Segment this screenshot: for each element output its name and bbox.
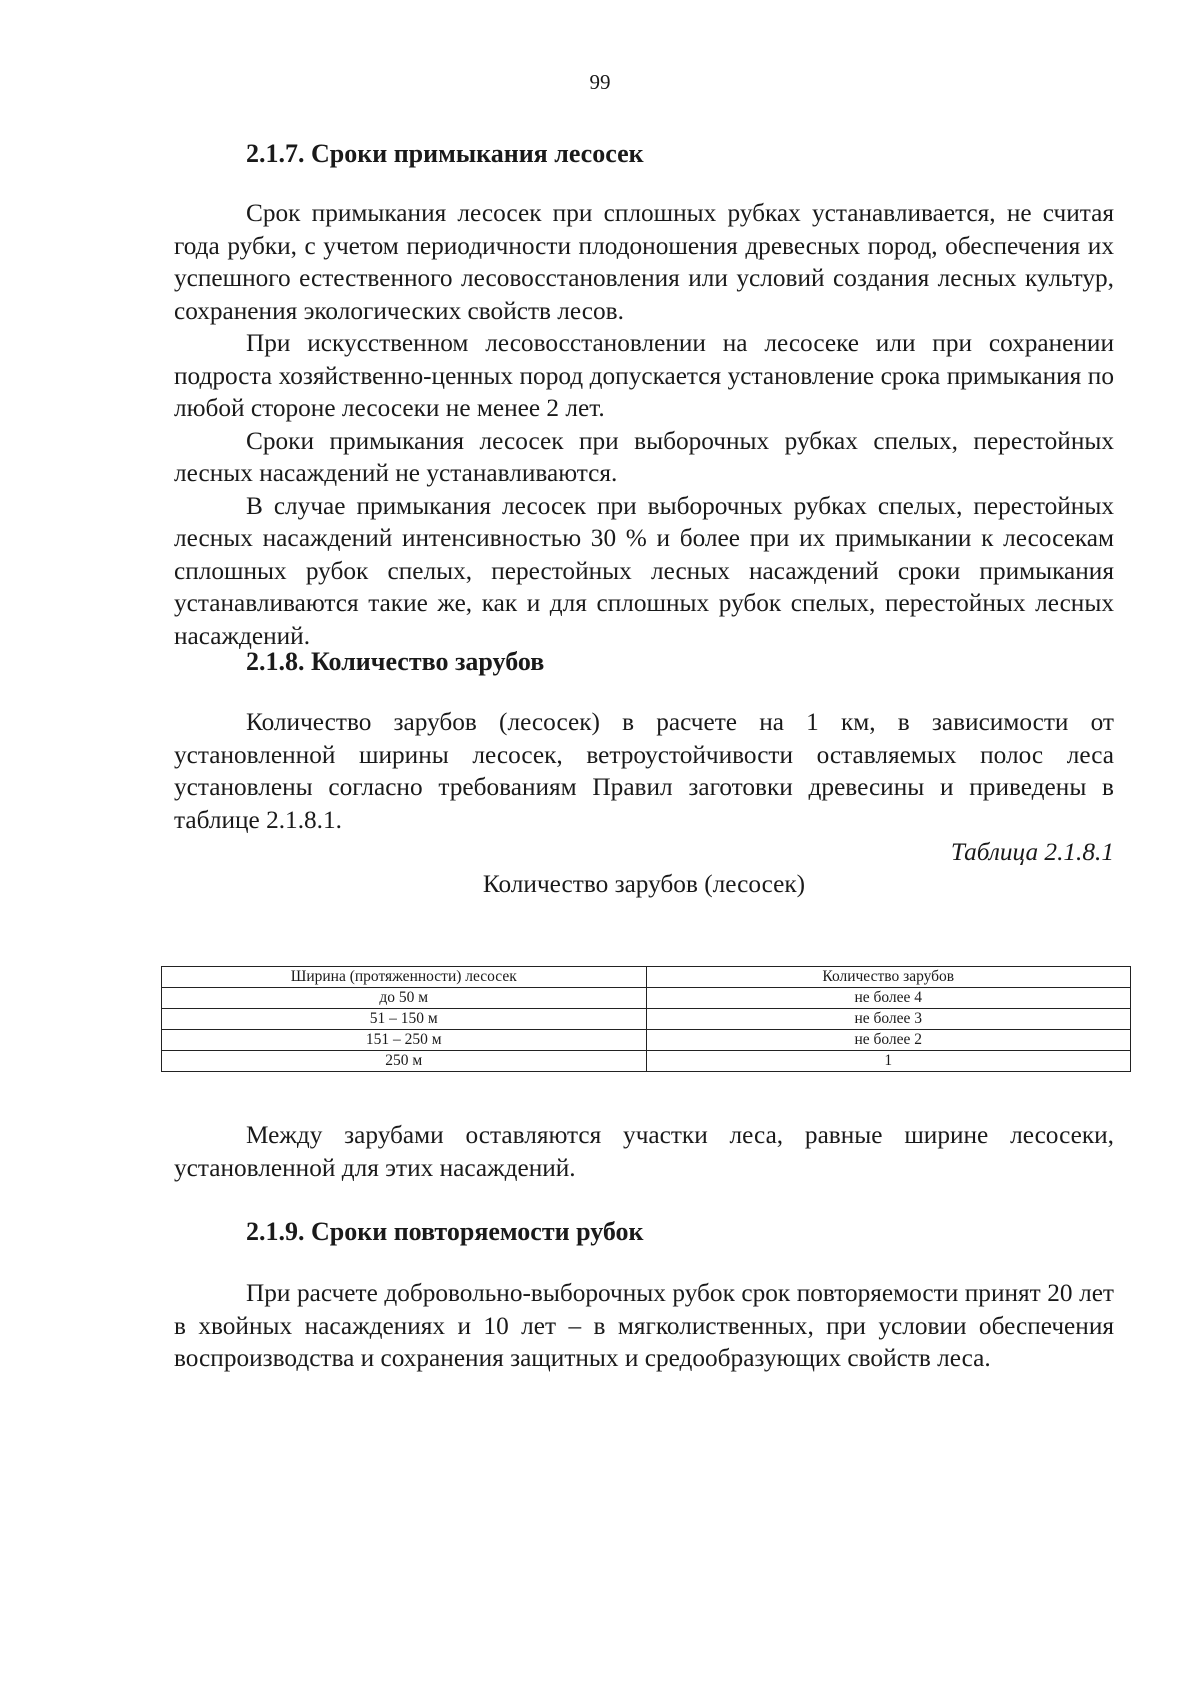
paragraph: При искусственном лесовосстановлении на лесосеке или при сохранении подроста хозяйственно-ценных пород допускается установление срока примыкания по любой стороне лесосеки не менее 2 лет. (174, 329, 1114, 422)
table-title: Количество зарубов (лесосек) (482, 870, 806, 898)
paragraph: При расчете добровольно-выборочных рубок срок повторяемости принят 20 лет в хвойных насаждениях и 10 лет – в мягколиственных, при условии обеспечения воспроизводства и сохранения защитных и средообразующих свойств леса. (174, 1279, 1114, 1372)
section-2-1-8-body (174, 706, 1114, 900)
table-header-cell: Количество зарубов (646, 967, 1131, 988)
section-2-1-7-body (174, 197, 1114, 652)
table-header-cell: Ширина (протяженности) лесосек (162, 967, 647, 988)
after-table-text (174, 1119, 1114, 1184)
table-cell: не более 2 (646, 1030, 1131, 1051)
page-number: 99 (589, 70, 611, 94)
section-heading: 2.1.8. Количество зарубов (246, 647, 545, 676)
table-row (162, 988, 1131, 1009)
section-2-1-9-body (174, 1277, 1114, 1375)
table-row (162, 1051, 1131, 1072)
section-heading: 2.1.7. Сроки примыкания лесосек (246, 139, 644, 168)
paragraph: Между зарубами оставляются участки леса, равные ширине лесосеки, установленной для этих насаждений. (174, 1121, 1114, 1182)
table-caption: Таблица 2.1.8.1 (950, 838, 1114, 866)
table-row (162, 1009, 1131, 1030)
table-cell: не более 3 (646, 1009, 1131, 1030)
table-cell: 51 – 150 м (162, 1009, 647, 1030)
section-heading: 2.1.9. Сроки повторяемости рубок (246, 1217, 644, 1246)
paragraph: Срок примыкания лесосек при сплошных рубках устанавливается, не считая года рубки, с учетом периодичности плодоношения древесных пород, обеспечения их успешного естественного лесовосстановления или условий создания лесных культур, сохранения экологических свойств лесов. (174, 199, 1114, 325)
paragraph: Сроки примыкания лесосек при выборочных рубках спелых, перестойных лесных насаждений не устанавливаются. (174, 426, 1114, 487)
table-cell: 250 м (162, 1051, 647, 1072)
section-2-1-8 (174, 646, 1114, 678)
table-cell: 151 – 250 м (162, 1030, 647, 1051)
cuts-table (161, 966, 1131, 1072)
paragraph: Количество зарубов (лесосек) в расчете на 1 км, в зависимости от установленной ширины лесосек, ветроустойчивости оставляемых полос леса установлены согласно требованиям Правил заготовки древесины и приведены в таблице 2.1.8.1. (174, 708, 1114, 834)
table-cell: до 50 м (162, 988, 647, 1009)
section-2-1-9 (174, 1216, 1114, 1248)
table-wrapper (174, 966, 1114, 1072)
table-row (162, 1030, 1131, 1051)
table-cell: 1 (646, 1051, 1131, 1072)
table-header-row (162, 967, 1131, 988)
section-2-1-7 (174, 138, 1114, 170)
table-cell: не более 4 (646, 988, 1131, 1009)
paragraph: В случае примыкания лесосек при выборочных рубках спелых, перестойных лесных насаждений интенсивностью 30 % и более при их примыкании к лесосекам сплошных рубок спелых, перестойных лесных насаждений сроки примыкания устанавливаются такие же, как и для сплошных рубок спелых, перестойных лесных насаждений. (174, 491, 1114, 650)
